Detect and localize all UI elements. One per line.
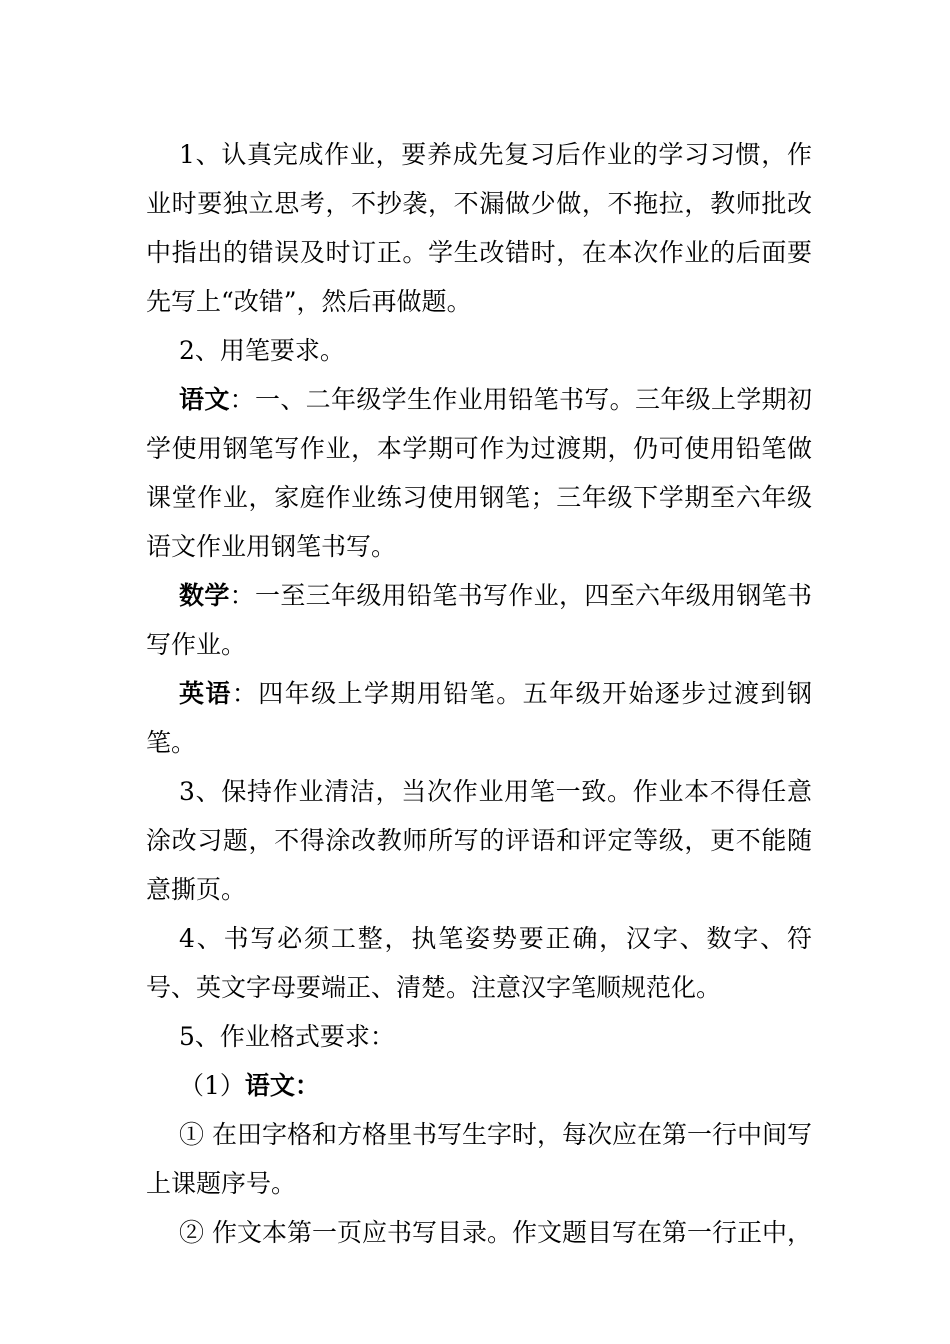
paragraph-text: ：一、二年级学生作业用铅笔书写。三年级上学期初学使用钢笔写作业，本学期可作为过渡期，仍可使用铅笔做课堂作业，家庭作业练习使用钢笔；三年级下学期至六年级语文作业用钢笔书写。 [146,385,812,561]
paragraph-text: ① 在田字格和方格里书写生字时，每次应在第一行中间写上课题序号。 [146,1120,812,1198]
paragraph-text: ② 作文本第一页应书写目录。作文题目写在第一行正中， [179,1218,812,1247]
subject-label-chinese: 语文 [179,385,230,414]
paragraph-1 [146,130,812,326]
subject-label-english: 英语 [179,679,232,708]
paragraph-text: ：一至三年级用铅笔书写作业，四至六年级用钢笔书写作业。 [146,581,812,659]
paragraph-math-pen [146,571,812,669]
paragraph-chinese-pen [146,375,812,571]
subheading-label: 语文： [244,1071,320,1100]
paragraph-english-pen [146,669,812,767]
paragraph-text: ：四年级上学期用铅笔。五年级开始逐步过渡到钢笔。 [146,679,812,757]
paragraph-text: 3、保持作业清洁，当次作业用笔一致。作业本不得任意涂改习题，不得涂改教师所写的评语和评定等级，更不能随意撕页。 [146,777,812,904]
document-body [146,130,812,1257]
paragraph-text: 5、作业格式要求： [179,1022,395,1051]
paragraph-text: 4、书写必须工整，执笔姿势要正确，汉字、数字、符号、英文字母要端正、清楚。注意汉字笔顺规范化。 [146,924,812,1002]
paragraph-text: 2、用笔要求。 [179,336,345,365]
paragraph-2 [146,326,812,375]
item-circled-1 [146,1110,812,1208]
paragraph-4 [146,914,812,1012]
paragraph-5 [146,1012,812,1061]
subject-label-math: 数学 [179,581,230,610]
paragraph-text: 1、认真完成作业，要养成先复习后作业的学习习惯，作业时要独立思考，不抄袭，不漏做少做，不拖拉，教师批改中指出的错误及时订正。学生改错时，在本次作业的后面要先写上“改错”，然后再做题。 [146,140,812,316]
subheading-chinese-format [146,1061,812,1110]
subheading-number: （1） [179,1071,245,1100]
paragraph-3 [146,767,812,914]
item-circled-2 [146,1208,812,1257]
